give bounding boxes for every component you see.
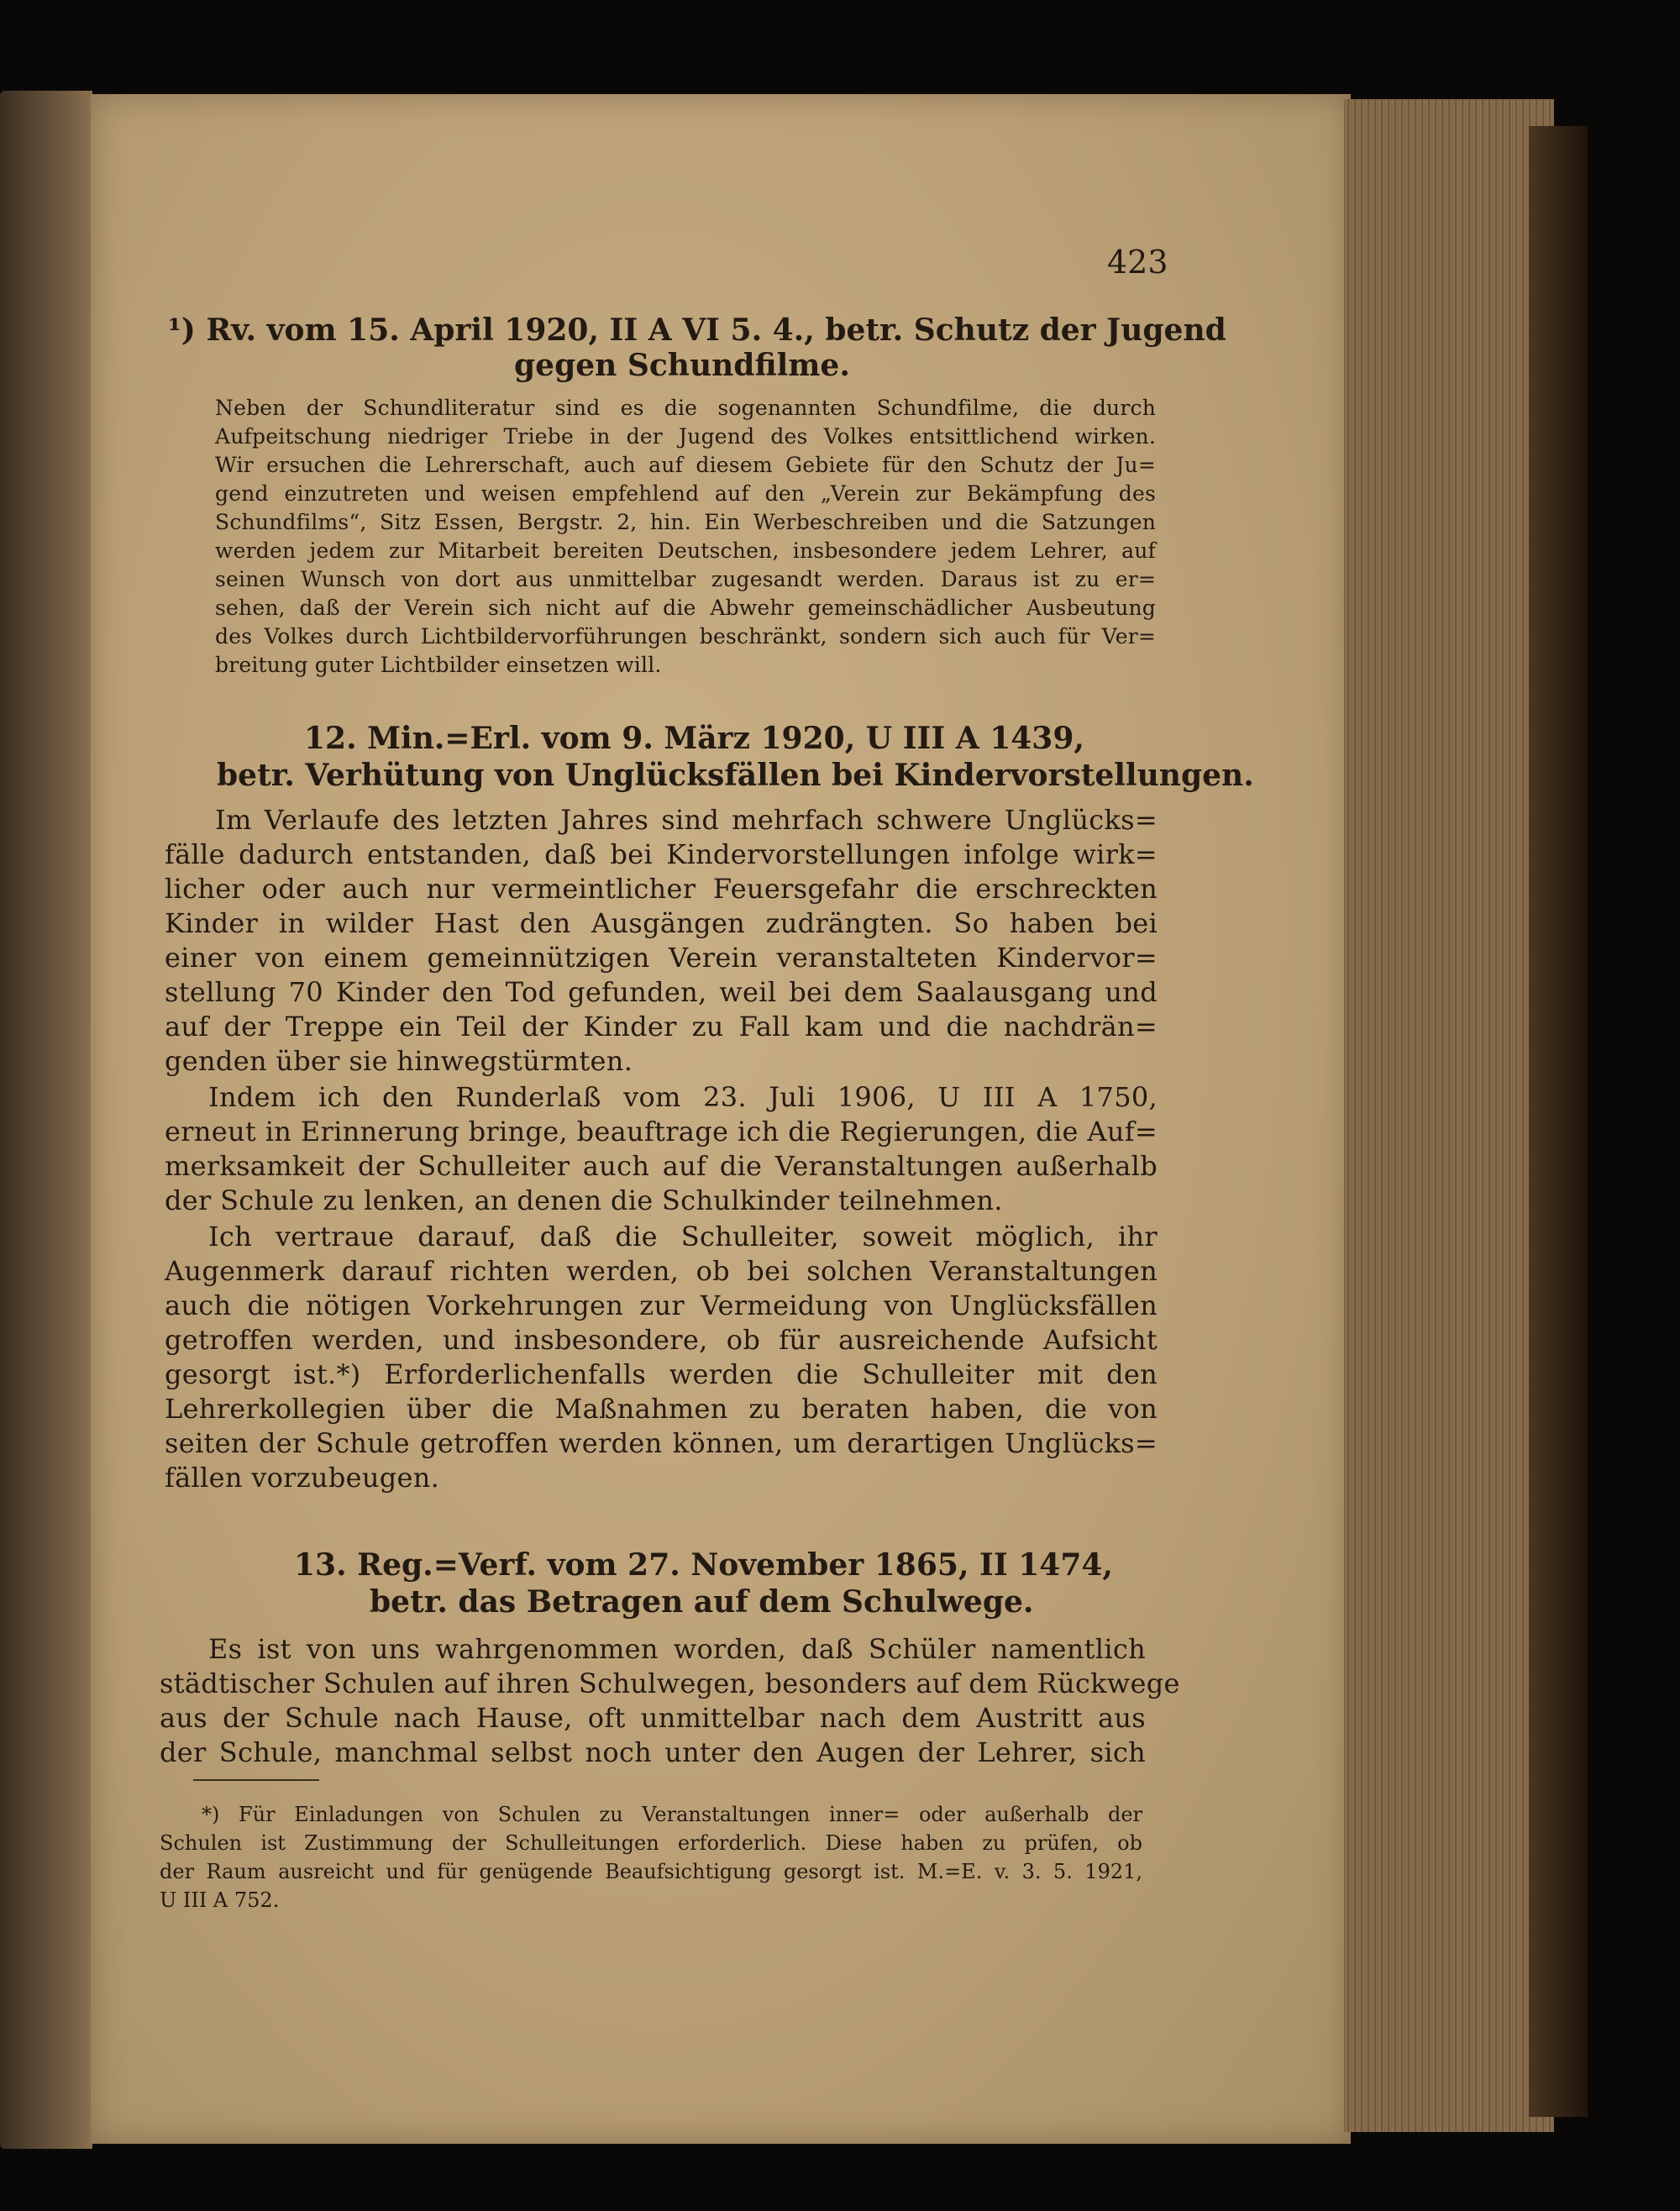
note-heading-line-1: ¹) Rv. vom 15. April 1920, II A VI 5. 4., betr. Schutz der Jugend — [168, 312, 1226, 348]
section-12-heading-line-1: 12. Min.=Erl. vom 9. März 1920, U III A 1439, — [304, 721, 1084, 756]
section-12-body-line: auf der Treppe ein Teil der Kinder zu Fall kam und die nachdrän= — [165, 1011, 1158, 1042]
section-12-body-line: Ich vertraue darauf, daß die Schulleiter, soweit möglich, ihr — [208, 1221, 1158, 1253]
note-body-line: sehen, daß der Verein sich nicht auf die Abwehr gemeinschädlicher Ausbeutung — [215, 596, 1156, 620]
section-13-body-line: aus der Schule nach Hause, oft unmittelbar nach dem Austritt aus — [160, 1702, 1146, 1734]
footnote-line: Schulen ist Zustimmung der Schulleitungen erforderlich. Diese haben zu prüfen, ob — [160, 1831, 1142, 1855]
section-13-body-line: städtischer Schulen auf ihren Schulwegen, besonders auf dem Rückwege — [160, 1667, 1180, 1699]
section-12-body-line: Kinder in wilder Hast den Ausgängen zudrängten. So haben bei — [165, 907, 1158, 939]
page-number: 423 — [1107, 244, 1168, 281]
footnote-line: der Raum ausreicht und für genügende Beaufsichtigung gesorgt ist. M.=E. v. 3. 5. 1921, — [160, 1860, 1142, 1883]
section-12-body-line: stellung 70 Kinder den Tod gefunden, weil bei dem Saalausgang und — [165, 976, 1158, 1008]
section-12-body-line: der Schule zu lenken, an denen die Schulkinder teilnehmen. — [165, 1184, 1003, 1216]
note-body-line: Neben der Schundliteratur sind es die sogenannten Schundfilme, die durch — [215, 396, 1156, 420]
note-heading-line-2: gegen Schundfilme. — [514, 348, 850, 383]
section-12-body-line: merksamkeit der Schulleiter auch auf die Veranstaltungen außerhalb — [165, 1150, 1158, 1182]
section-12-body-line: seiten der Schule getroffen werden können, um derartigen Unglücks= — [165, 1427, 1158, 1459]
footnote-line: *) Für Einladungen von Schulen zu Veranstaltungen inner= oder außerhalb der — [202, 1803, 1142, 1826]
section-13-body-line: Es ist von uns wahrgenommen worden, daß Schüler namentlich — [208, 1633, 1146, 1665]
section-12-body-line: Augenmerk darauf richten werden, ob bei solchen Veranstaltungen — [165, 1255, 1158, 1287]
section-12-body-line: fälle dadurch entstanden, daß bei Kindervorstellungen infolge wirk= — [165, 838, 1158, 870]
note-body-line: Aufpeitschung niedriger Triebe in der Jugend des Volkes entsittlichend wirken. — [215, 424, 1156, 449]
section-12-body-line: genden über sie hinwegstürmten. — [165, 1045, 633, 1077]
section-12-heading-line-2: betr. Verhütung von Unglücksfällen bei Kindervorstellungen. — [217, 758, 1254, 793]
page-block-edge — [1344, 99, 1554, 2132]
section-12-body-line: licher oder auch nur vermeintlicher Feuersgefahr die erschreckten — [165, 873, 1158, 905]
section-12-body-line: einer von einem gemeinnützigen Verein veranstalteten Kindervor= — [165, 942, 1158, 974]
footnote-line: U III A 752. — [160, 1888, 280, 1912]
section-12-body-line: Lehrerkollegien über die Maßnahmen zu beraten haben, die von — [165, 1393, 1158, 1425]
section-12-body-line: gesorgt ist.*) Erforderlichenfalls werden die Schulleiter mit den — [165, 1358, 1158, 1390]
book-cover-edge — [1529, 126, 1588, 2117]
section-12-body-line: erneut in Erinnerung bringe, beauftrage ich die Regierungen, die Auf= — [165, 1116, 1158, 1148]
note-body-line: des Volkes durch Lichtbildervorführungen beschränkt, sondern sich auch für Ver= — [215, 624, 1156, 649]
note-body-line: gend einzutreten und weisen empfehlend auf den „Verein zur Bekämpfung des — [215, 481, 1156, 506]
note-body-line: Wir ersuchen die Lehrerschaft, auch auf diesem Gebiete für den Schutz der Ju= — [215, 453, 1156, 477]
section-13-body-line: der Schule, manchmal selbst noch unter den Augen der Lehrer, sich — [160, 1736, 1146, 1768]
section-12-body-line: fällen vorzubeugen. — [165, 1462, 440, 1494]
note-body-line: seinen Wunsch von dort aus unmittelbar zugesandt werden. Daraus ist zu er= — [215, 567, 1156, 591]
footnote-rule — [193, 1779, 319, 1781]
note-body-line: werden jedem zur Mitarbeit bereiten Deutschen, insbesondere jedem Lehrer, auf — [215, 538, 1156, 563]
note-body-line: breitung guter Lichtbilder einsetzen will. — [215, 653, 662, 677]
section-12-body-line: Indem ich den Runderlaß vom 23. Juli 1906, U III A 1750, — [208, 1081, 1158, 1113]
section-12-body-line: getroffen werden, und insbesondere, ob für ausreichende Aufsicht — [165, 1324, 1158, 1356]
section-12-body-line: auch die nötigen Vorkehrungen zur Vermeidung von Unglücksfällen — [165, 1289, 1158, 1321]
note-body-line: Schundfilms“, Sitz Essen, Bergstr. 2, hin. Ein Werbeschreiben und die Satzungen — [215, 510, 1156, 534]
section-13-heading-line-2: betr. das Betragen auf dem Schulwege. — [370, 1584, 1034, 1620]
section-12-body-line: Im Verlaufe des letzten Jahres sind mehrfach schwere Unglücks= — [215, 804, 1158, 836]
section-13-heading-line-1: 13. Reg.=Verf. vom 27. November 1865, II 1474, — [294, 1547, 1113, 1583]
left-page-edge — [0, 91, 92, 2149]
